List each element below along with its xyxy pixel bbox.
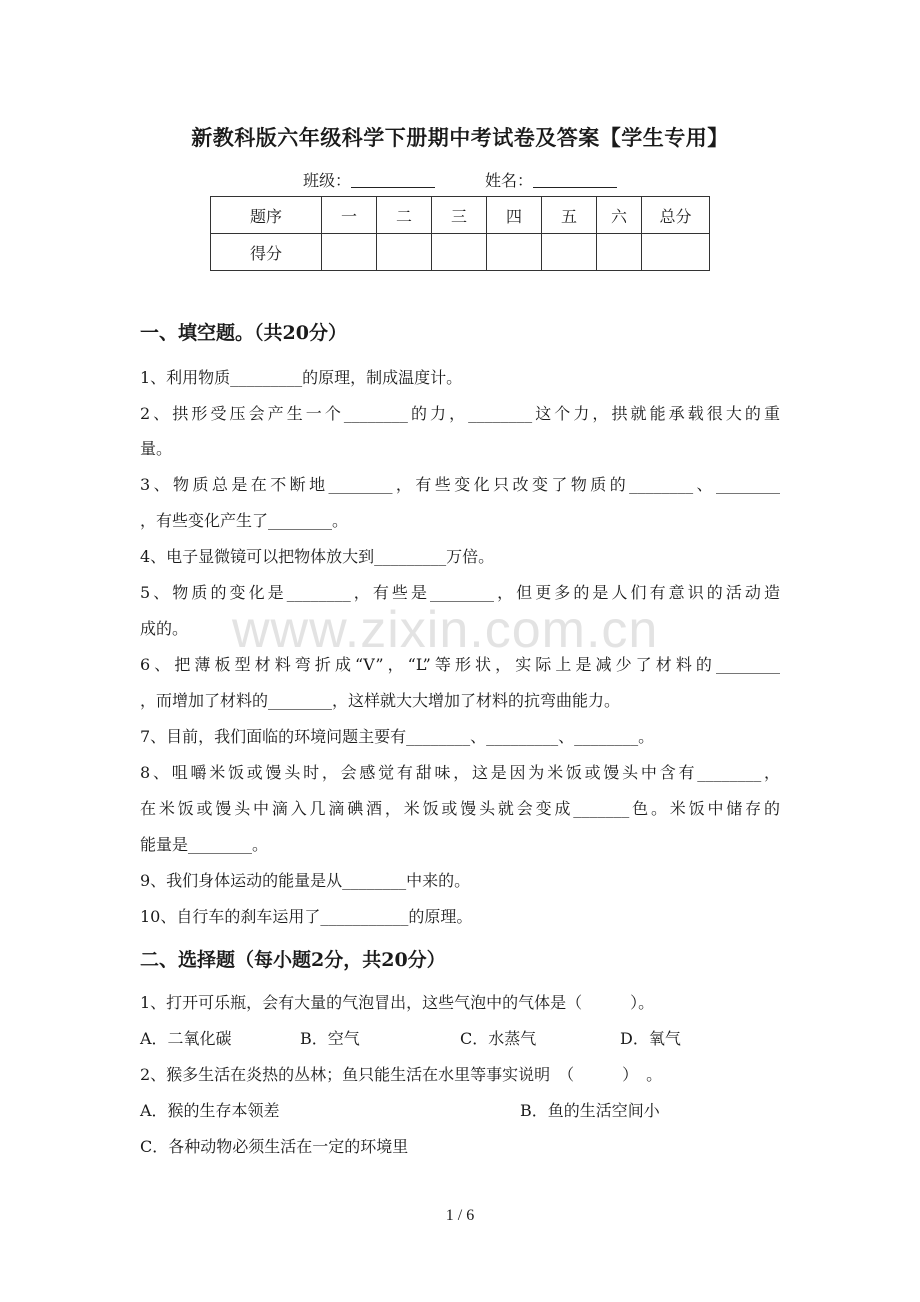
option-b: B．鱼的生活空间小: [520, 1101, 660, 1120]
option-d: D．氧气: [620, 1029, 681, 1048]
score-header-cell: 六: [597, 197, 642, 234]
question-line: 1、打开可乐瓶，会有大量的气泡冒出，这些气泡中的气体是（ ）。: [140, 993, 655, 1012]
score-cell: [642, 234, 710, 271]
score-header-cell: 三: [432, 197, 487, 234]
score-header-cell: 题序: [211, 197, 322, 234]
name-label: 姓名：: [485, 171, 534, 190]
question-line: 8、咀嚼米饭或馒头时，会感觉有甜味，这是因为米饭或馒头中含有________，: [140, 763, 780, 782]
option-c: C．各种动物必须生活在一定的环境里: [140, 1137, 409, 1156]
class-blank: [351, 171, 435, 188]
question-line: 在米饭或馒头中滴入几滴碘酒，米饭或馒头就会变成_______色。米饭中储存的: [140, 799, 780, 818]
name-blank: [533, 171, 617, 188]
question-line: ，有些变化产生了________。: [140, 511, 349, 530]
question-line: 5、物质的变化是________，有些是________，但更多的是人们有意识的活动造: [140, 583, 780, 602]
class-label: 班级：: [302, 171, 351, 190]
score-header-cell: 五: [542, 197, 597, 234]
page-title: 新教科版六年级科学下册期中考试卷及答案【学生专用】: [191, 125, 729, 150]
section1-heading: 一、填空题。（共20分）: [140, 322, 347, 344]
score-cell: [322, 234, 377, 271]
question-line: 9、我们身体运动的能量是从________中来的。: [140, 871, 471, 890]
score-table-score-row: [211, 234, 710, 271]
question-line: 2、拱形受压会产生一个________的力，________这个力，拱就能承载很大的重: [140, 404, 780, 423]
score-header-cell: 一: [322, 197, 377, 234]
score-table: [210, 196, 710, 271]
question-line: 成的。: [140, 619, 189, 638]
option-a: A．二氧化碳: [140, 1029, 232, 1048]
watermark: www.zixin.com.cn: [232, 601, 659, 659]
question-line: 6、把薄板型材料弯折成“V”，“L”等形状，实际上是减少了材料的________: [140, 655, 780, 674]
score-header-cell: 二: [377, 197, 432, 234]
question-line: ，而增加了材料的________，这样就大大增加了材料的抗弯曲能力。: [140, 691, 621, 710]
score-table-header-row: [211, 197, 710, 234]
question-line: 3、物质总是在不断地________，有些变化只改变了物质的________、________: [140, 475, 780, 494]
score-cell: [432, 234, 487, 271]
score-cell: [487, 234, 542, 271]
option-a: A．猴的生存本领差: [140, 1101, 280, 1120]
option-c: C．水蒸气: [460, 1029, 537, 1048]
question-line: 1、利用物质_________的原理，制成温度计。: [140, 368, 463, 387]
question-line: 10、自行车的刹车运用了___________的原理。: [140, 907, 473, 926]
question-line: 7、目前，我们面临的环境问题主要有________、_________、________。: [140, 727, 655, 746]
score-row-label: 得分: [211, 234, 322, 271]
question-line: 4、电子显微镜可以把物体放大到_________万倍。: [140, 547, 495, 566]
score-cell: [542, 234, 597, 271]
question-line: 能量是________。: [140, 835, 269, 854]
score-header-cell: 总分: [642, 197, 710, 234]
option-b: B．空气: [300, 1029, 360, 1048]
question-line: 2、猴多生活在炎热的丛林；鱼只能生活在水里等事实说明 （ ） 。: [140, 1065, 663, 1084]
student-info-line: [0, 168, 920, 191]
score-header-cell: 四: [487, 197, 542, 234]
score-cell: [377, 234, 432, 271]
score-cell: [597, 234, 642, 271]
page-number: 1 / 6: [445, 1207, 475, 1224]
section2-heading: 二、选择题（每小题2分，共20分）: [140, 949, 446, 971]
question-line: 量。: [140, 439, 173, 458]
